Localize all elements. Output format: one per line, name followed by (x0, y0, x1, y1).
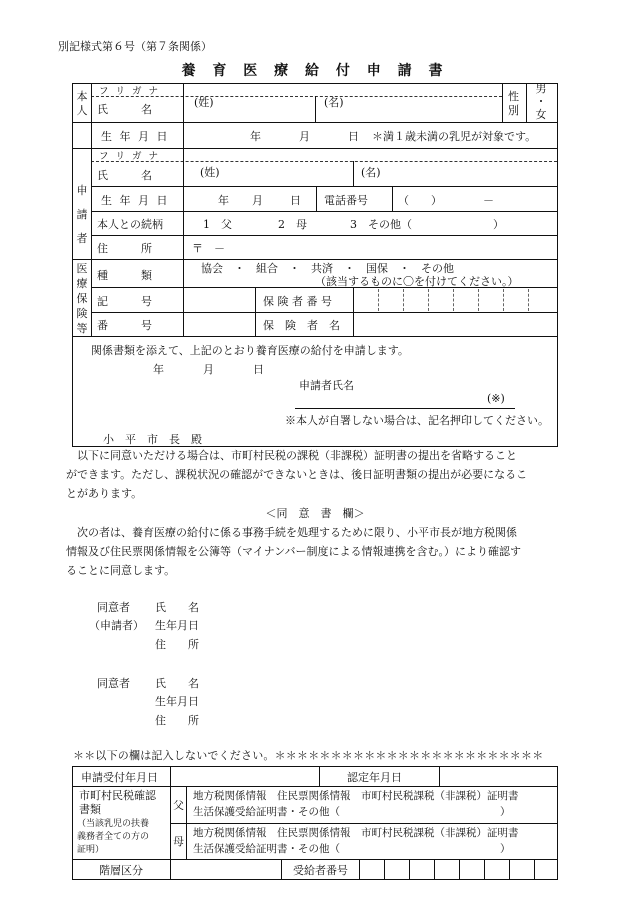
divider (392, 186, 393, 211)
consenter1-name-label: 氏 名 (155, 601, 199, 614)
mother-docs-line2[interactable]: 生活保護受給証明書・その他（ (193, 843, 340, 855)
mother-docs-close: ） (500, 843, 511, 855)
tax-docs-label-2: 書類 (79, 803, 101, 816)
honnin-furigana-label: フ リ ガ ナ (99, 86, 161, 97)
divider (359, 859, 360, 879)
consenter2-address-label: 住 所 (155, 714, 199, 727)
divider (353, 287, 354, 336)
divider (91, 235, 557, 236)
consent-body: 次の者は、養育医療の給付に係る事務手続を処理するために限り、小平市長が地方税関係 情報及び住民票関係情報を公簿等（マイナンバー制度による情報連携を含む。）により確認す ることに同意します。 (66, 526, 521, 577)
honnin-sei-field[interactable]: (姓) (194, 96, 214, 109)
applicant-birth-month[interactable]: 月 (252, 194, 263, 207)
divider (255, 287, 256, 336)
infant-age-note: ＊満１歳未満の乳児が対象です。 (372, 130, 537, 143)
tier-label: 階層区分 (99, 864, 143, 877)
tax-docs-label: 市町村民税確認 (79, 789, 156, 802)
applicant-sei-field[interactable]: (姓) (200, 166, 220, 179)
consenter2-name-label: 氏 名 (155, 677, 199, 690)
divider (439, 767, 440, 786)
divider (73, 122, 557, 123)
divider (353, 161, 354, 186)
applicant-signature-label: 申請者氏名 (299, 379, 354, 392)
divider (91, 312, 557, 313)
postal-code-field[interactable]: 〒 － (192, 242, 225, 255)
divider (316, 186, 317, 211)
divider (315, 96, 316, 122)
gender-options[interactable]: 男 ・ 女 (535, 82, 547, 121)
office-use-notice: ＊＊以下の欄は記入しないでください。＊＊＊＊＊＊＊＊＊＊＊＊＊＊＊＊＊＊＊＊＊＊＊＊ (73, 749, 544, 762)
applicant-name-label: 氏 名 (97, 169, 152, 182)
applicant-mei-field[interactable]: (名) (361, 166, 381, 179)
divider (91, 84, 92, 336)
consenter2-label: 同意者 (97, 677, 130, 690)
section-label-applicant: 申 請 者 (76, 184, 88, 245)
relation-label: 本人との続柄 (97, 218, 163, 231)
divider (186, 786, 187, 859)
form-number-label: 別記様式第６号（第７条関係） (58, 40, 212, 53)
divider (434, 859, 435, 879)
digit-separator (528, 289, 529, 311)
consenter1-address-label: 住 所 (155, 638, 199, 651)
seal-note: ※本人が自署しない場合は、記名押印してください。 (285, 414, 549, 427)
applicant-birth-year[interactable]: 年 (218, 194, 229, 207)
honnin-name-label: 氏 名 (97, 103, 152, 116)
divider (91, 211, 557, 212)
consent-intro: 以下に同意いただける場合は、市町村民税の課税（非課税）証明書の提出を省略すること ができます。ただし、課税状況の確認ができないときは、後日証明書類の提出が必要になるこ とがあります。 (66, 449, 528, 500)
consenter1-sub-label: （申請者） (89, 619, 144, 632)
digit-separator (378, 289, 379, 311)
insurance-type-options[interactable]: 協会 ・ 組合 ・ 共済 ・ 国保 ・ その他 (201, 262, 454, 275)
mother-label: 母 (173, 835, 184, 848)
insurance-type-note: （該当するものに〇を付けてください。） (315, 275, 519, 288)
office-use-table (72, 766, 558, 880)
tax-docs-note-2: 義務者全ての方の (77, 832, 150, 842)
addressee: 小 平 市 長 殿 (103, 433, 202, 446)
digit-separator (403, 289, 404, 311)
father-docs-line1[interactable]: 地方税関係情報 住民票関係情報 市町村民税課税（非課税）証明書 (193, 790, 519, 802)
insurance-type-label: 種 類 (97, 269, 152, 282)
phone-area-close[interactable]: ） (431, 194, 442, 207)
digit-separator (453, 289, 454, 311)
declaration-day[interactable]: 日 (253, 363, 264, 376)
consenter1-label: 同意者 (97, 601, 130, 614)
divider (534, 859, 535, 879)
honnin-birth-day[interactable]: 日 (348, 130, 359, 143)
bango-label: 番 号 (97, 319, 152, 332)
applicant-furigana-label: フ リ ガ ナ (99, 151, 161, 162)
tax-docs-note-1: （当該乳児の扶養 (77, 819, 150, 829)
digit-separator (503, 289, 504, 311)
consenter2-birth-label: 生年月日 (155, 695, 199, 708)
dashed-divider (91, 161, 557, 162)
signature-line (295, 408, 515, 409)
divider (526, 84, 527, 122)
section-label-honnin: 本 人 (76, 90, 88, 117)
page-title: 養 育 医 療 給 付 申 請 書 (181, 63, 449, 79)
relation-option-other[interactable]: 3 その他（ (350, 218, 412, 231)
digit-separator (428, 289, 429, 311)
declaration-text: 関係書類を添えて、上記のとおり養育医療の給付を申請します。 (91, 344, 409, 357)
divider (384, 859, 385, 879)
gender-label: 性 別 (508, 90, 519, 117)
honnin-birth-year[interactable]: 年 (250, 130, 261, 143)
honnin-birth-label: 生 年 月 日 (101, 130, 170, 143)
digit-separator (478, 289, 479, 311)
tax-docs-note-3: 証明） (77, 845, 105, 855)
kigo-label: 記 号 (97, 295, 152, 308)
divider (170, 823, 557, 824)
phone-label: 電話番号 (324, 194, 368, 207)
application-form-box (72, 83, 558, 447)
divider (91, 186, 557, 187)
father-docs-close: ） (500, 806, 511, 818)
applicant-birth-label: 生 年 月 日 (101, 194, 170, 207)
phone-dash[interactable]: － (483, 194, 494, 207)
received-date-label: 申請受付年月日 (81, 771, 158, 784)
divider (73, 336, 557, 337)
insurer-name-label: 保 険 者 名 (263, 319, 340, 332)
divider (281, 859, 282, 879)
father-docs-line2[interactable]: 生活保護受給証明書・その他（ (193, 806, 340, 818)
consenter1-birth-label: 生年月日 (155, 619, 199, 632)
divider (509, 859, 510, 879)
relation-option-father[interactable]: 1 父 (203, 218, 232, 231)
divider (459, 859, 460, 879)
approved-date-label: 認定年月日 (347, 771, 402, 784)
divider (183, 84, 184, 336)
father-label: 父 (173, 799, 184, 812)
divider (502, 84, 503, 122)
divider (319, 767, 320, 786)
divider (170, 767, 171, 879)
applicant-birth-day[interactable]: 日 (290, 194, 301, 207)
declaration-month[interactable]: 月 (203, 363, 214, 376)
relation-other-close: ） (493, 218, 504, 231)
honnin-mei-field[interactable]: (名) (324, 96, 344, 109)
address-label: 住 所 (97, 242, 152, 255)
declaration-year[interactable]: 年 (153, 363, 164, 376)
phone-area-open[interactable]: （ (398, 194, 409, 207)
divider (484, 859, 485, 879)
honnin-birth-month[interactable]: 月 (299, 130, 310, 143)
relation-option-mother[interactable]: 2 母 (278, 218, 307, 231)
seal-mark[interactable]: (※) (487, 392, 505, 405)
section-label-insurance: 医 療 保 険 等 (76, 262, 88, 335)
insurer-number-label: 保 険 者 番 号 (263, 295, 332, 308)
mother-docs-line1[interactable]: 地方税関係情報 住民票関係情報 市町村民税課税（非課税）証明書 (193, 827, 519, 839)
consent-heading: ＜同 意 書 欄＞ (265, 507, 365, 520)
recipient-number-label: 受給者番号 (293, 864, 348, 877)
divider (409, 859, 410, 879)
